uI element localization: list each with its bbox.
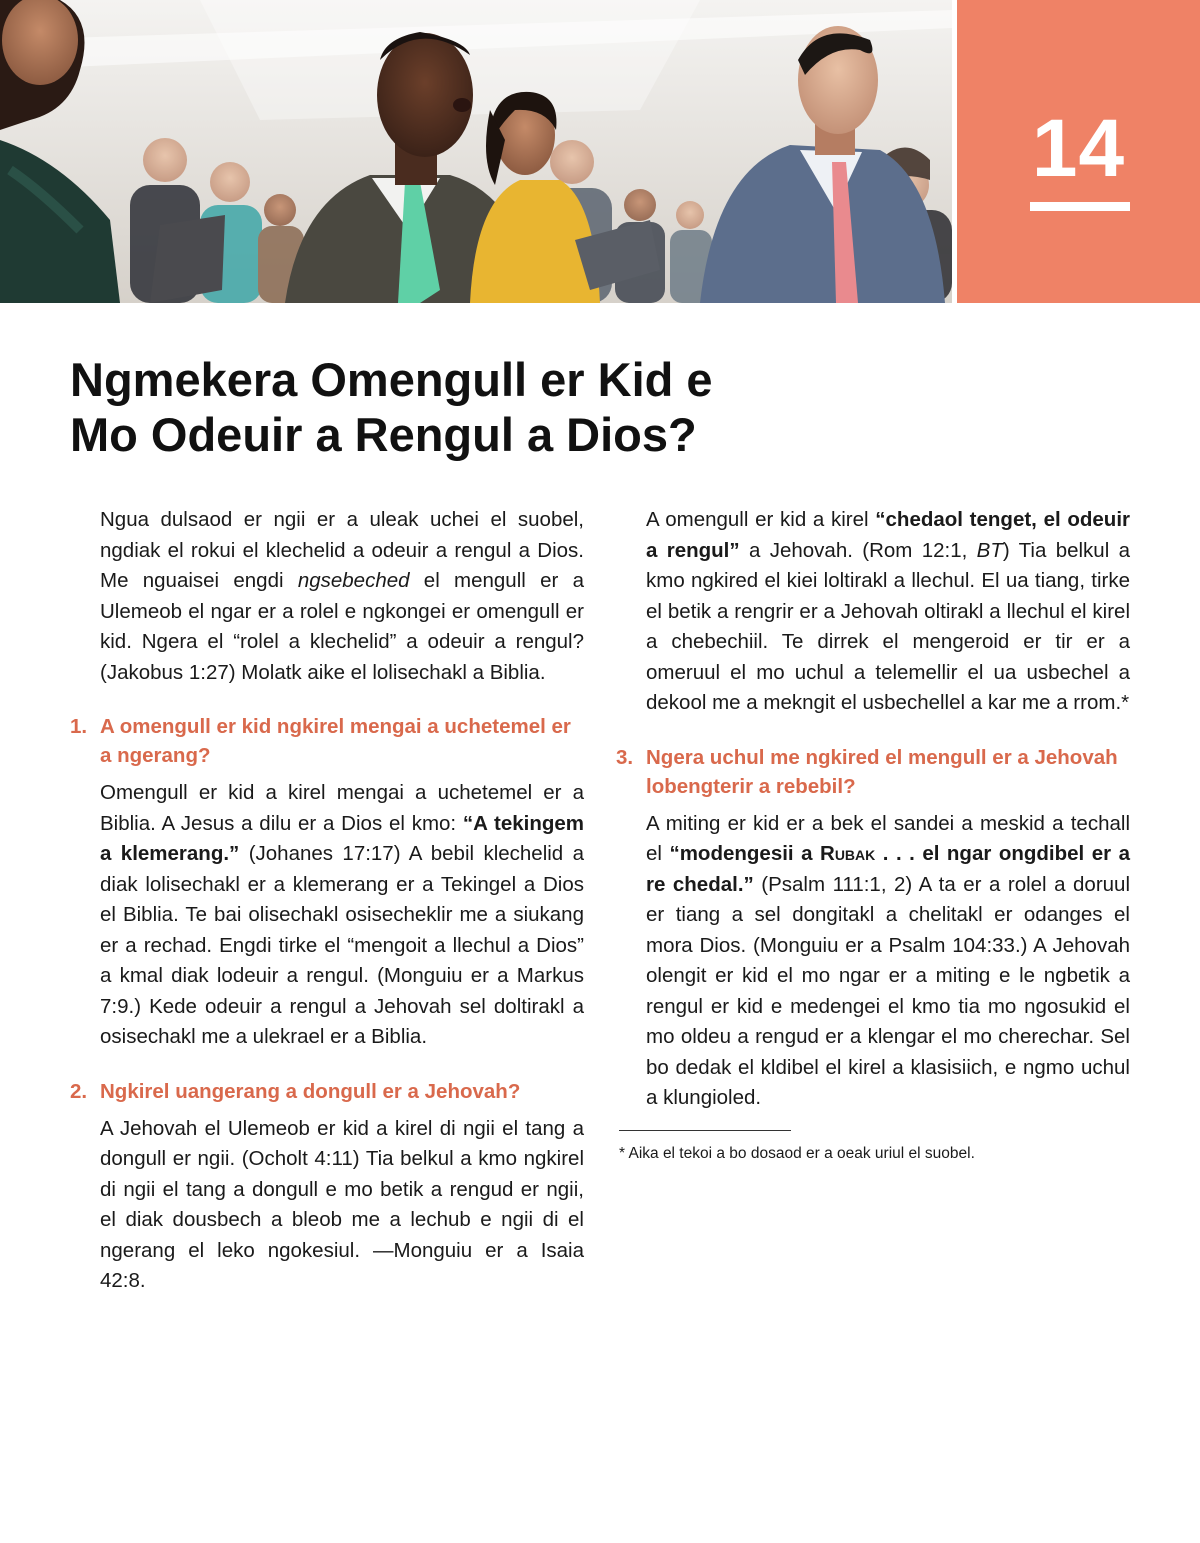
- chapter-badge: [957, 0, 1200, 303]
- q3-bold-1: “modengesii a: [669, 842, 821, 865]
- footnote: * Aika el tekoi a bo dosaod er a oeak uriul el suobel.: [619, 1144, 975, 1162]
- chapter-rule: [1030, 202, 1130, 211]
- question-2-paragraph: A Jehovah el Ulemeob er kid a kirel di ngii el tang a dongull er ngii. (Ocholt 4:11) Tia belkul a kmo ngkirel di ngii el tang a dongull e mo betik a rengud er ngii, el diak dousbech a bleob me a lechub e ngii di el ngerang el leko ngokesiul. —Monguiu er a Isaia 42:8.: [100, 1116, 584, 1292]
- intro-emphasis: ngsebeched: [297, 569, 410, 592]
- q1-text-2: (Johanes 17:17) A bebil klechelid a diak lolisechakl er a klemerang er a Tekingel a Dios el Biblia. Te bai olisechakl osisecheklir me a siukang er a rechad. Engdi tirke el “mengoit a llechul a Dios” a kmal diak lodeuir a rengul. (Monguiu er a Markus 7:9.) Kede odeuir a rengul a Jehovah sel doltirakl a osisechakl me a ulekrael er a Biblia.: [100, 842, 585, 1048]
- title-line-2: Mo Odeuir a Rengul a Dios?: [70, 408, 697, 461]
- left-column: [70, 505, 585, 1297]
- q2c-text-3: ) Tia belkul a kmo ngkired el kiei loltirakl a llechul. El ua tiang, tirke el betik a rengrir er a Jehovah oltirakl a llechul el kirel a chebechiil. Te dirrek el mengeroid er tir er a omeruul el mo uchul a telemellir el ua usbechel a dekool me a mekngit el usbechellel a kar me a rrom.*: [646, 538, 1130, 714]
- q2c-text-2: a Jehovah. (Rom 12:1,: [739, 538, 977, 562]
- q3-text-2: (Psalm 111:1, 2) A ta er a rolel a doruul er tiang a sel dongitakl a chelitakl er odanges el mora Dios. (Monguiu er a Psalm 104:33.) A Jehovah olengit er kid el mo ngar er a miting e le ngbetik a rengul er kid e medengei el kmo tia mo ngosukid el mo oldeu a rengud er a klengar el mo cherechar. Sel bo dedak el kldibel el kirel a klasisiich, e ngmo uchul a klungioled.: [646, 872, 1131, 1109]
- question-2-continued-paragraph: [646, 505, 1130, 719]
- question-3-text: Ngera uchul me ngkired el mengull er a Jehovah lobengterir a rebebil?: [646, 745, 1118, 798]
- question-3-number: 3.: [616, 745, 634, 769]
- question-2-number: 2.: [70, 1079, 88, 1103]
- question-1-number: 1.: [70, 715, 88, 738]
- question-3-paragraph: [646, 809, 1130, 1114]
- question-1-text: A omengull er kid ngkirel mengai a uchetemel er a ngerang?: [100, 715, 571, 767]
- title-line-1: Ngmekera Omengull er Kid e: [70, 353, 713, 406]
- chapter-number: 14: [1031, 103, 1126, 194]
- q2c-text-1: A omengull er kid a kirel: [646, 508, 876, 531]
- q1-text-1: Omengull er kid a kirel mengai a uchetemel er a Biblia. A Jesus a dilu er a Dios el kmo:: [100, 781, 584, 835]
- q3-small-caps: Rubak: [820, 842, 876, 865]
- right-column: [616, 505, 1131, 1165]
- intro-text-1: Ngua dulsaod er ngii er a uleak uchei el suobel, ngdiak el rokui el klechelid a odeuir a rengul a Dios. Me nguaisei engdi: [100, 508, 584, 592]
- page-title: [70, 352, 870, 462]
- question-1-paragraph: [100, 778, 584, 1053]
- question-3-heading: [616, 743, 1130, 801]
- q2c-emphasis: BT: [976, 538, 1003, 562]
- q2c-bold-quote: “chedaol tenget, el odeuir a rengul”: [646, 508, 1130, 562]
- footnote-divider: [619, 1130, 791, 1131]
- question-2-heading: [70, 1077, 584, 1106]
- intro-text-2: el mengull er a Ulemeob el ngar er a rolel e ngkongei er omengull er kid. Ngera el “rolel a klechelid” a odeuir a rengul? (Jakobus 1:27) Molatk aike el lolisechakl a Biblia.: [100, 569, 584, 684]
- q3-text-1: A miting er kid er a bek el sandei a meskid a techall el: [646, 811, 1130, 865]
- intro-paragraph: [100, 505, 584, 688]
- hero-illustration: [0, 0, 952, 303]
- q3-bold-2: . . . el ngar ongdibel er a re chedal.”: [646, 842, 1130, 896]
- hero-photo: [0, 0, 952, 303]
- question-1-heading: [70, 712, 584, 770]
- question-2-text: Ngkirel uangerang a dongull er a Jehovah?: [100, 1079, 521, 1103]
- q1-bold-quote: “A tekingem a klemerang.”: [100, 811, 584, 865]
